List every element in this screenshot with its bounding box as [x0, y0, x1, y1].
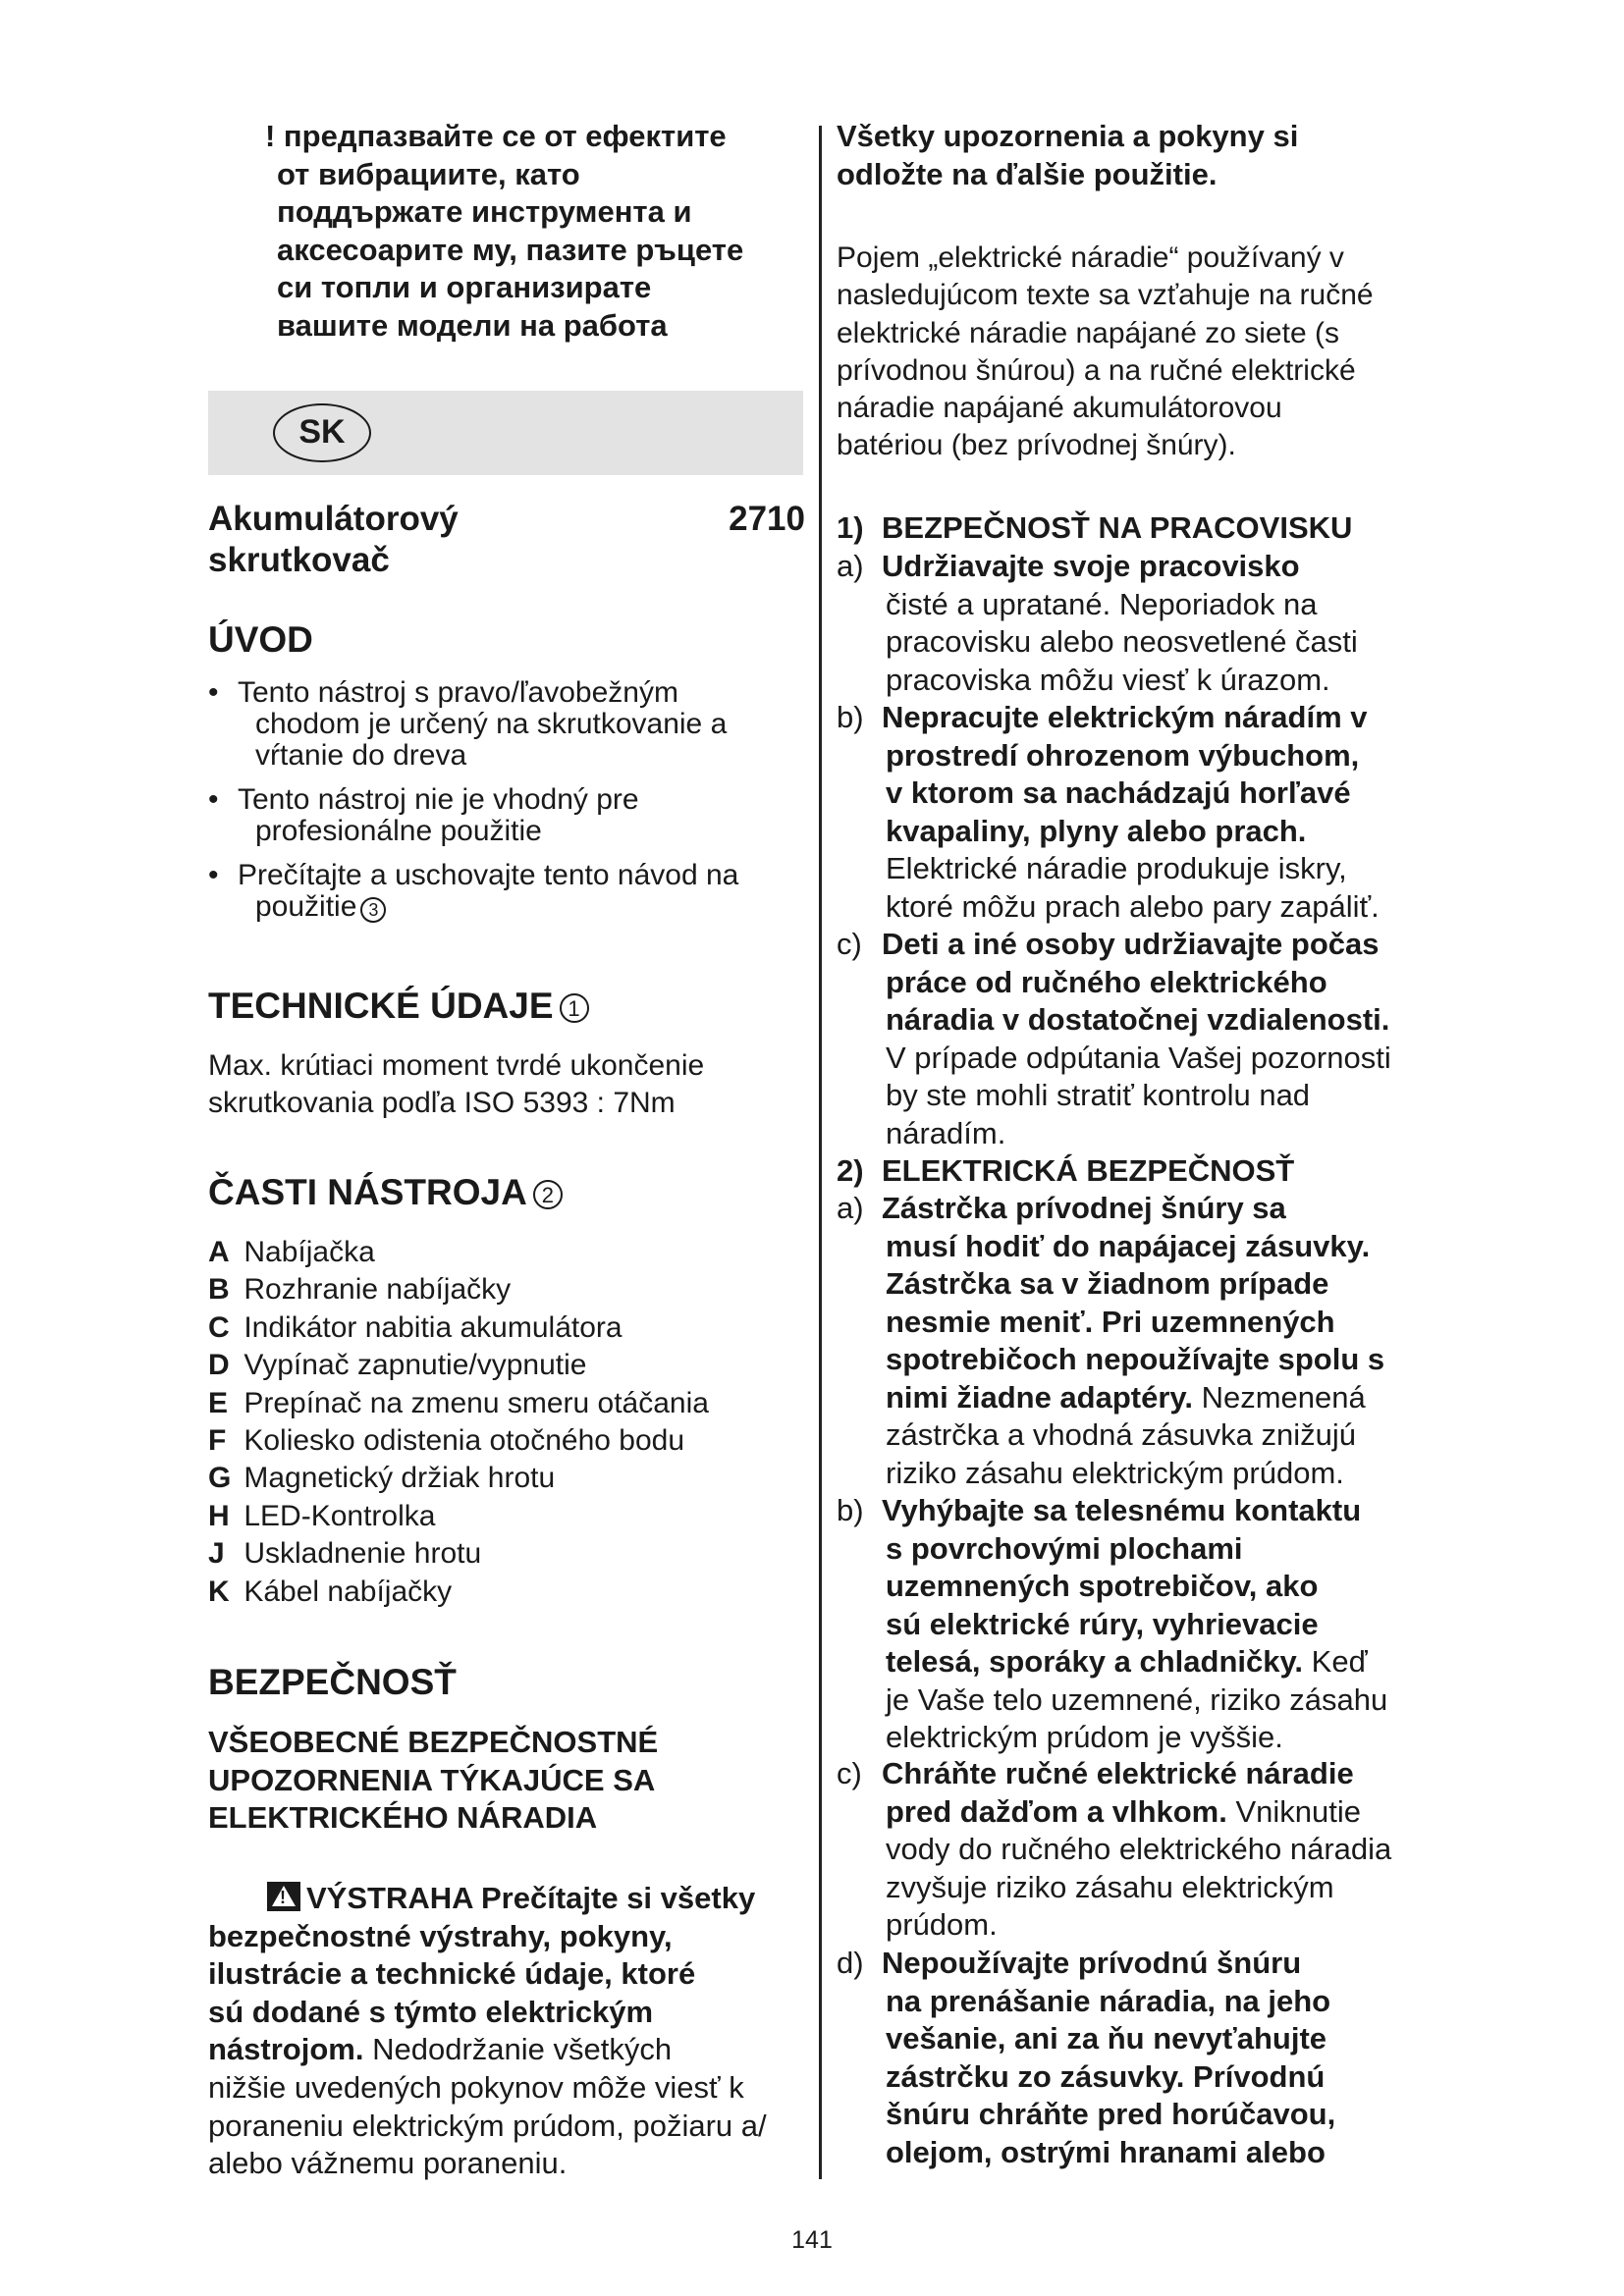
warning-line: ilustrácie a technické údaje, ktoré [208, 1956, 696, 1992]
product-title [208, 499, 805, 581]
list-item [208, 784, 797, 847]
item-bold: sú elektrické rúry, vyhrievacie [886, 1606, 1319, 1641]
keep-line: Všetky upozornenia a pokyny si [837, 119, 1299, 153]
bg-warning-line: от вибрациите, като [277, 156, 580, 191]
item-line [837, 1379, 1437, 1417]
bg-warning-line: аксесоарите му, пазите ръцете [277, 232, 744, 267]
part-label: Koliesko odistenia otočného bodu [244, 1424, 685, 1458]
bullet-text: profesionálne použitie [255, 815, 542, 847]
item-bold: Nepoužívajte prívodnú šnúru [882, 1946, 1302, 1980]
item-text: Nezmenená [1201, 1379, 1366, 1415]
definition-line: náradie napájané akumulátorovou [837, 392, 1282, 425]
parts-item [208, 1498, 709, 1535]
safety-item-2b [837, 1492, 1437, 1757]
item-bold: na prenášanie náradia, na jeho [886, 1983, 1331, 2018]
product-number: 2710 [729, 500, 805, 538]
warning-text: Nedodržanie všetkých [372, 2032, 673, 2067]
tech-specs [208, 1047, 704, 1123]
warning-text: Prečítajte si všetky [481, 1881, 756, 1915]
item-bold: spotrebičoch nepoužívajte spolu s [886, 1342, 1385, 1376]
part-key: G [208, 1462, 232, 1495]
language-badge: SK [273, 403, 371, 462]
item-bold: Chráňte ručné elektrické náradie [882, 1756, 1354, 1790]
item-marker: b) [837, 1493, 864, 1527]
part-label: Rozhranie nabíjačky [244, 1273, 512, 1307]
item-body [837, 1755, 1437, 1793]
figure-ref: 2 [533, 1180, 563, 1209]
definition-paragraph [837, 240, 1435, 465]
part-label: Nabíjačka [244, 1236, 375, 1268]
item-bold: prostredí ohrozenom výbuchom, [886, 737, 1360, 773]
item-bold: vešanie, ani za ňu nevyťahujte [886, 2021, 1327, 2056]
definition-line: prívodnou šnúrou) a na ručné elektrické [837, 353, 1356, 387]
parts-heading [208, 1171, 563, 1214]
item-text: pracoviska môžu viesť k úrazom. [886, 662, 1330, 697]
item-line [837, 1643, 1437, 1682]
item-marker: c) [837, 927, 862, 961]
warning-line [208, 1880, 805, 1918]
figure-ref: 1 [560, 993, 589, 1023]
parts-item [208, 1347, 709, 1384]
item-bold: Zástrčka prívodnej šnúry sa [882, 1191, 1286, 1225]
item-line [837, 1793, 1437, 1832]
uvod-heading: ÚVOD [208, 619, 313, 660]
bullet-text: Tento nástroj s pravo/ľavobežným [238, 676, 678, 709]
safety-subheading-line: UPOZORNENIA TÝKAJÚCE SA [208, 1762, 656, 1797]
safety-item-1c [837, 926, 1437, 1152]
safety-item-1b [837, 699, 1437, 926]
part-key: H [208, 1499, 230, 1532]
part-key: E [208, 1386, 229, 1419]
product-name-line: Akumulátorový [208, 500, 459, 538]
parts-item [208, 1309, 709, 1347]
parts-item [208, 1271, 709, 1308]
bullet-icon: • [208, 676, 219, 709]
item-bold: Vyhýbajte sa telesnému kontaktu [882, 1493, 1362, 1527]
bullet-icon: • [208, 783, 219, 816]
list-item [208, 860, 797, 923]
item-body [837, 926, 1437, 964]
item-bold: Deti a iné osoby udržiavajte počas [882, 927, 1380, 961]
safety-item-2a [837, 1190, 1437, 1492]
item-body [837, 1492, 1437, 1530]
item-bold: práce od ručného elektrického [886, 964, 1327, 999]
warning-block [208, 1880, 805, 2183]
column-divider [819, 126, 822, 2179]
warning-triangle-icon [267, 1882, 300, 1911]
item-text: Elektrické náradie produkuje iskry, [886, 851, 1347, 885]
figure-ref: 3 [360, 897, 386, 923]
item-text: Vniknutie [1235, 1793, 1362, 1829]
section-2-heading [837, 1152, 1294, 1191]
item-bold: pred dažďom a vlhkom. [886, 1793, 1227, 1829]
warning-line: poraneniu elektrickým prúdom, požiaru a/ [208, 2108, 767, 2143]
safety-heading: BEZPEČNOSŤ [208, 1662, 457, 1702]
item-text: by ste mohli stratiť kontrolu nad [886, 1078, 1311, 1112]
item-text: zvyšuje riziko zásahu elektrickým [886, 1869, 1334, 1904]
item-bold: Nepracujte elektrickým náradím v [882, 700, 1368, 734]
section-title: BEZPEČNOSŤ NA PRACOVISKU [882, 510, 1353, 545]
part-label: Vypínač zapnutie/vypnutie [244, 1349, 587, 1382]
part-label: Uskladnenie hrotu [244, 1537, 482, 1571]
bg-warning-line: поддържате инструмента и [277, 194, 692, 230]
item-text: Keď [1311, 1644, 1368, 1679]
item-text: V prípade odpútania Vašej pozornosti [886, 1040, 1391, 1075]
item-bold: Udržiavajte svoje pracovisko [882, 549, 1300, 583]
part-label: LED-Kontrolka [244, 1499, 436, 1532]
part-label: Prepínač na zmenu smeru otáčania [244, 1386, 709, 1419]
parts-item [208, 1422, 709, 1460]
warning-word: VÝSTRAHA [306, 1881, 473, 1915]
item-bold: čisté a upratané. [886, 586, 1111, 621]
product-name-line: skrutkovač [208, 541, 390, 579]
part-key: F [208, 1424, 227, 1458]
item-text: náradím. [886, 1115, 1006, 1150]
item-body [837, 1945, 1437, 1983]
item-marker: a) [837, 1191, 864, 1225]
safety-subheading-line: VŠEOBECNÉ BEZPEČNOSTNÉ [208, 1725, 659, 1759]
item-bold: v ktorom sa nachádzajú horľavé [886, 775, 1351, 810]
item-body [837, 548, 1437, 586]
item-line [837, 586, 1437, 624]
safety-subheading-line: ELEKTRICKÉHO NÁRADIA [208, 1800, 598, 1835]
warning-line: sú dodané s týmto elektrickým [208, 1994, 654, 2029]
warning-line: bezpečnostné výstrahy, pokyny, [208, 1918, 673, 1953]
bullet-text-with-ref [238, 891, 797, 923]
item-body [837, 1190, 1437, 1228]
bg-warning-line: ! предпазвайте се от ефектите [265, 119, 727, 153]
tech-heading-text: TECHNICKÉ ÚDAJE [208, 986, 554, 1026]
part-label: Magnetický držiak hrotu [244, 1462, 556, 1495]
section-number: 2) [837, 1153, 864, 1188]
bullet-text: chodom je určený na skrutkovanie a [255, 708, 728, 740]
item-text: Neporiadok na [1118, 586, 1318, 621]
warning-line: alebo vážnemu poraneniu. [208, 2146, 568, 2181]
language-band [208, 391, 803, 475]
section-number: 1) [837, 510, 864, 545]
tech-spec-line: Max. krútiaci moment tvrdé ukončenie [208, 1049, 705, 1082]
part-key: C [208, 1310, 230, 1344]
item-text: elektrickým prúdom je vyššie. [886, 1720, 1283, 1754]
item-bold: Zástrčka sa v žiadnom prípade [886, 1266, 1329, 1301]
bullet-text: vŕtanie do dreva [255, 739, 467, 772]
section-title: ELEKTRICKÁ BEZPEČNOSŤ [882, 1153, 1295, 1188]
bullet-text: Prečítajte a uschovajte tento návod na [238, 859, 739, 891]
page-number: 141 [791, 2226, 833, 2254]
item-bold: uzemnených spotrebičov, ako [886, 1569, 1319, 1603]
part-key: A [208, 1236, 230, 1268]
tech-spec-line: skrutkovania podľa ISO 5393 : 7Nm [208, 1087, 676, 1120]
safety-subheading [208, 1724, 658, 1838]
item-text: vody do ručného elektrického náradia [886, 1832, 1392, 1866]
bg-warning-line: вашите модели на работа [277, 307, 668, 343]
safety-item-2d [837, 1945, 1437, 2171]
warning-line: nižšie uvedených pokynov môže viesť k [208, 2069, 744, 2105]
item-body [837, 699, 1437, 737]
item-marker: d) [837, 1946, 864, 1980]
keep-line: odložte na ďalšie použitie. [837, 156, 1218, 191]
part-key: J [208, 1537, 225, 1571]
item-bold: šnúru chráňte pred horúčavou, [886, 2097, 1336, 2131]
list-item [208, 677, 797, 772]
item-bold: s povrchovými plochami [886, 1530, 1243, 1566]
parts-item [208, 1234, 709, 1271]
safety-item-2c [837, 1755, 1437, 1945]
part-label: Kábel nabíjačky [244, 1575, 453, 1608]
warning-text: nástrojom. [208, 2032, 364, 2067]
item-text: zástrčka a vhodná zásuvka znižujú [886, 1417, 1357, 1452]
parts-list [208, 1234, 709, 1611]
item-marker: b) [837, 700, 864, 734]
item-bold: telesá, sporáky a chladničky. [886, 1644, 1304, 1679]
item-marker: c) [837, 1756, 862, 1790]
item-text: pracovisku alebo neosvetlené časti [886, 624, 1358, 659]
item-text: je Vaše telo uzemnené, riziko zásahu [886, 1682, 1388, 1717]
part-key: K [208, 1575, 230, 1608]
safety-item-1a [837, 548, 1437, 699]
item-bold: kvapaliny, plyny alebo prach. [886, 813, 1307, 848]
item-text: ktoré môžu prach alebo pary zapáliť. [886, 888, 1380, 924]
item-bold: olejom, ostrými hranami alebo [886, 2134, 1326, 2169]
parts-item [208, 1460, 709, 1497]
parts-item [208, 1385, 709, 1422]
item-bold: nesmie meniť. Pri uzemnených [886, 1304, 1335, 1339]
item-text: prúdom. [886, 1907, 998, 1942]
section-1-heading [837, 509, 1352, 548]
warning-line [208, 2031, 805, 2069]
keep-instructions [837, 118, 1298, 193]
part-label: Indikátor nabitia akumulátora [244, 1310, 623, 1344]
bg-warning-line: си топли и организирате [277, 270, 652, 305]
uvod-list [208, 677, 797, 935]
part-key: D [208, 1349, 230, 1382]
definition-line: elektrické náradie napájané zo siete (s [837, 316, 1339, 349]
parts-item [208, 1574, 709, 1611]
definition-line: Pojem „elektrické náradie“ používaný v [837, 241, 1344, 274]
parts-heading-text: ČASTI NÁSTROJA [208, 1172, 527, 1212]
bullet-icon: • [208, 859, 219, 891]
definition-line: batériou (bez prívodnej šnúry). [837, 429, 1236, 462]
bullet-text: Tento nástroj nie je vhodný pre [238, 783, 639, 816]
parts-item [208, 1535, 709, 1573]
item-bold: musí hodiť do napájacej zásuvky. [886, 1228, 1371, 1263]
bulgarian-warning [265, 118, 787, 346]
item-text: riziko zásahu elektrickým prúdom. [886, 1455, 1344, 1490]
item-marker: a) [837, 549, 864, 583]
item-bold: nimi žiadne adaptéry. [886, 1379, 1193, 1415]
definition-line: nasledujúcom texte sa vzťahuje na ručné [837, 279, 1374, 312]
tech-heading [208, 985, 589, 1028]
part-key: B [208, 1273, 230, 1307]
item-bold: zástrčku zo zásuvky. Prívodnú [886, 2058, 1326, 2094]
bullet-text: použitie [255, 890, 357, 923]
item-bold: náradia v dostatočnej vzdialenosti. [886, 1002, 1390, 1037]
